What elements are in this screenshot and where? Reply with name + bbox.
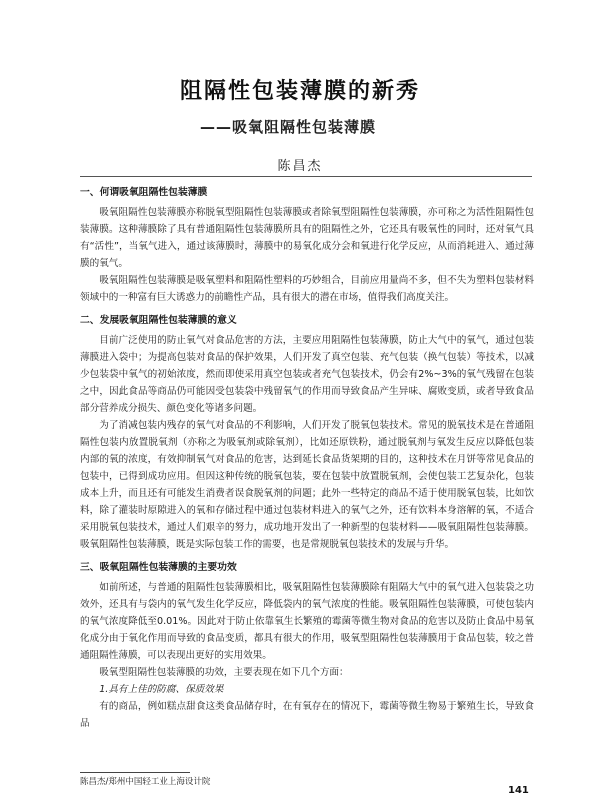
paragraph: 如前所述，与普通的阻隔性包装薄膜相比，吸氧阻隔性包装薄膜除有阻隔大气中的氧气进入包装袋之功效外，还具有与袋内的氧气发生化学反应，降低袋内的氧气浓度的性能。吸氧阻隔性包装薄膜，可使包装内的氧气浓度降低至0.01%。因此对于防止依靠氧生长繁殖的霉菌等微生物对食品的危害以及防止食品中易氧化成分由于氧化作用而导致的食品变质，都具有很大的作用，吸氧型阻隔性包装薄膜用于食品包装，较之普通阻隔性薄膜，可以表现出更好的实用效果。: [80, 582, 534, 661]
page-number: 141: [508, 785, 529, 796]
article-author: 陈昌杰: [277, 159, 323, 174]
paragraph: 有的商品，例如糕点甜食这类食品储存时，在有氧存在的情况下，霉菌等微生物易于繁殖生长，导致食品: [80, 701, 534, 729]
article-body: [80, 184, 534, 732]
section-heading: 三、吸氧阻隔性包装薄膜的主要功效: [80, 562, 237, 573]
footer-author-affiliation: 陈昌杰/郑州中国轻工业上海设计院: [80, 777, 211, 787]
footer-divider: [80, 772, 190, 773]
sub-heading: 1.具有上佳的防腐、保质效果: [99, 684, 224, 695]
section-heading: 一、何谓吸氧阻隔性包装薄膜: [80, 187, 208, 198]
paragraph: 吸氧阻隔性包装薄膜亦称脱氧型阻隔性包装薄膜或者除氧型阻隔性包装薄膜，亦可称之为活性阻隔性包装薄膜。这种薄膜除了具有普通阻隔性包装薄膜所具有的阻隔性之外，它还具有吸氧性的同时，还对氧气具有“活性”，当氧气进入，通过该薄膜时，薄膜中的易氧化成分会和氧进行化学反应，从而消耗进入、通过薄膜的氧气。: [80, 207, 534, 269]
paragraph: 目前广泛使用的防止氧气对食品危害的方法，主要应用阻隔性包装薄膜，防止大气中的氧气，通过包装薄膜进入袋中；为提高包装对食品的保护效果，人们开发了真空包装、充气包装（换气包装）等技术，以减少包装袋中氧气的初始浓度，然而即使采用真空包装或者充气包装技术，仍会有2%~3%的氧气残留在包装之中，因此食品等商品仍可能因受包装袋中残留氧气的作用而导致食品产生异味、腐败变质，或者导致食品部分营养成分损失、颜色变化等诸多问题。: [80, 335, 534, 414]
paragraph: 为了消减包装内残存的氧气对食品的不利影响，人们开发了脱氧包装技术。常见的脱氧技术是在普通阻隔性包装内放置脱氧剂（亦称之为吸氧剂或除氧剂），比如还原铁粉，通过脱氧剂与氧发生反应以降低包装内部的氧的浓度，有效抑制氧气对食品的危害，达到延长食品货架期的目的，这种技术在月饼等常见食品的包装中，已得到成功应用。但因这种传统的脱氧包装，要在包装中放置脱氧剂，会使包装工艺复杂化，包装成本上升，而且还有可能发生消费者误食脱氧剂的问题；此外一些特定的商品不适于使用脱氧包装，比如饮料，除了灌装时原隙进入的氧和存储过程中通过包装材料进入的氧气之外，还有饮料本身溶解的氧，不适合采用脱氧包装技术，通过人们艰辛的努力，成功地开发出了一种新型的包装材料——吸氧阻隔性包装薄膜。吸氧阻隔性包装薄膜，既是实际包装工作的需要，也是常规脱氧包装技术的发展与升华。: [80, 420, 534, 550]
paragraph: 吸氧阻隔性包装薄膜是吸氧塑料和阻隔性塑料的巧妙组合，目前应用量尚不多，但不失为塑料包装材料领域中的一种富有巨大诱惑力的前瞻性产品，具有很大的潜在市场，值得我们高度关注。: [80, 275, 534, 303]
section-heading: 二、发展吸氧阻隔性包装薄膜的意义: [80, 315, 237, 326]
article-subtitle: ——吸氧阻隔性包装薄膜: [200, 118, 377, 136]
paragraph: 吸氧型阻隔性包装薄膜的功效，主要表现在如下几个方面：: [99, 667, 349, 678]
article-title: 阻隔性包装薄膜的新秀: [179, 78, 420, 104]
header-divider: [80, 176, 532, 177]
